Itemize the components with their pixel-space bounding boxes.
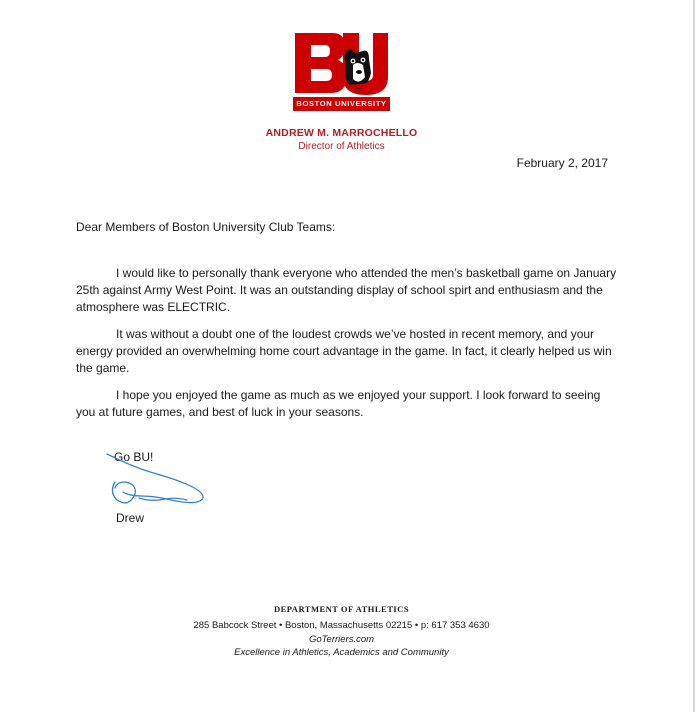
footer-address: 285 Babcock Street • Boston, Massachusetts 02215 • p: 617 353 4630 — [193, 620, 490, 631]
letter-date: February 2, 2017 — [516, 156, 608, 170]
signer-name: Drew — [116, 511, 145, 525]
footer-department: DEPARTMENT OF ATHLETICS — [273, 604, 410, 614]
scan-edge-line — [693, 0, 695, 712]
footer-motto: Excellence in Athletics, Academics and Community — [234, 647, 449, 658]
sender-name: ANDREW M. MARROCHELLO — [265, 127, 418, 139]
body-paragraph-1: I would like to personally thank everyone who attended the men’s basketball game on January 25th against Army West Point. It was an outstanding display of school spirt and enthusiasm and the atmosphere was ELECTRIC. — [76, 266, 617, 314]
logo-band: BOSTON UNIVERSITY — [293, 97, 390, 111]
bu-monogram-icon — [293, 27, 390, 99]
body-paragraph-2: It was without a doubt one of the loudest crowds we’ve hosted in recent memory, and your energy provided an overwhelming home court advantage in the game. In fact, it clearly helped us win the game. — [76, 327, 612, 375]
bu-logo — [293, 27, 390, 117]
handwritten-signature — [95, 448, 215, 518]
footer-website: GoTerriers.com — [308, 634, 375, 645]
closing: Go BU! — [114, 450, 154, 464]
salutation: Dear Members of Boston University Club Teams: — [76, 220, 336, 234]
body-paragraph-3: I hope you enjoyed the game as much as we enjoyed your support. I look forward to seeing you at future games, and best of luck in your seasons. — [76, 388, 601, 419]
sender-title: Director of Athletics — [298, 141, 385, 152]
